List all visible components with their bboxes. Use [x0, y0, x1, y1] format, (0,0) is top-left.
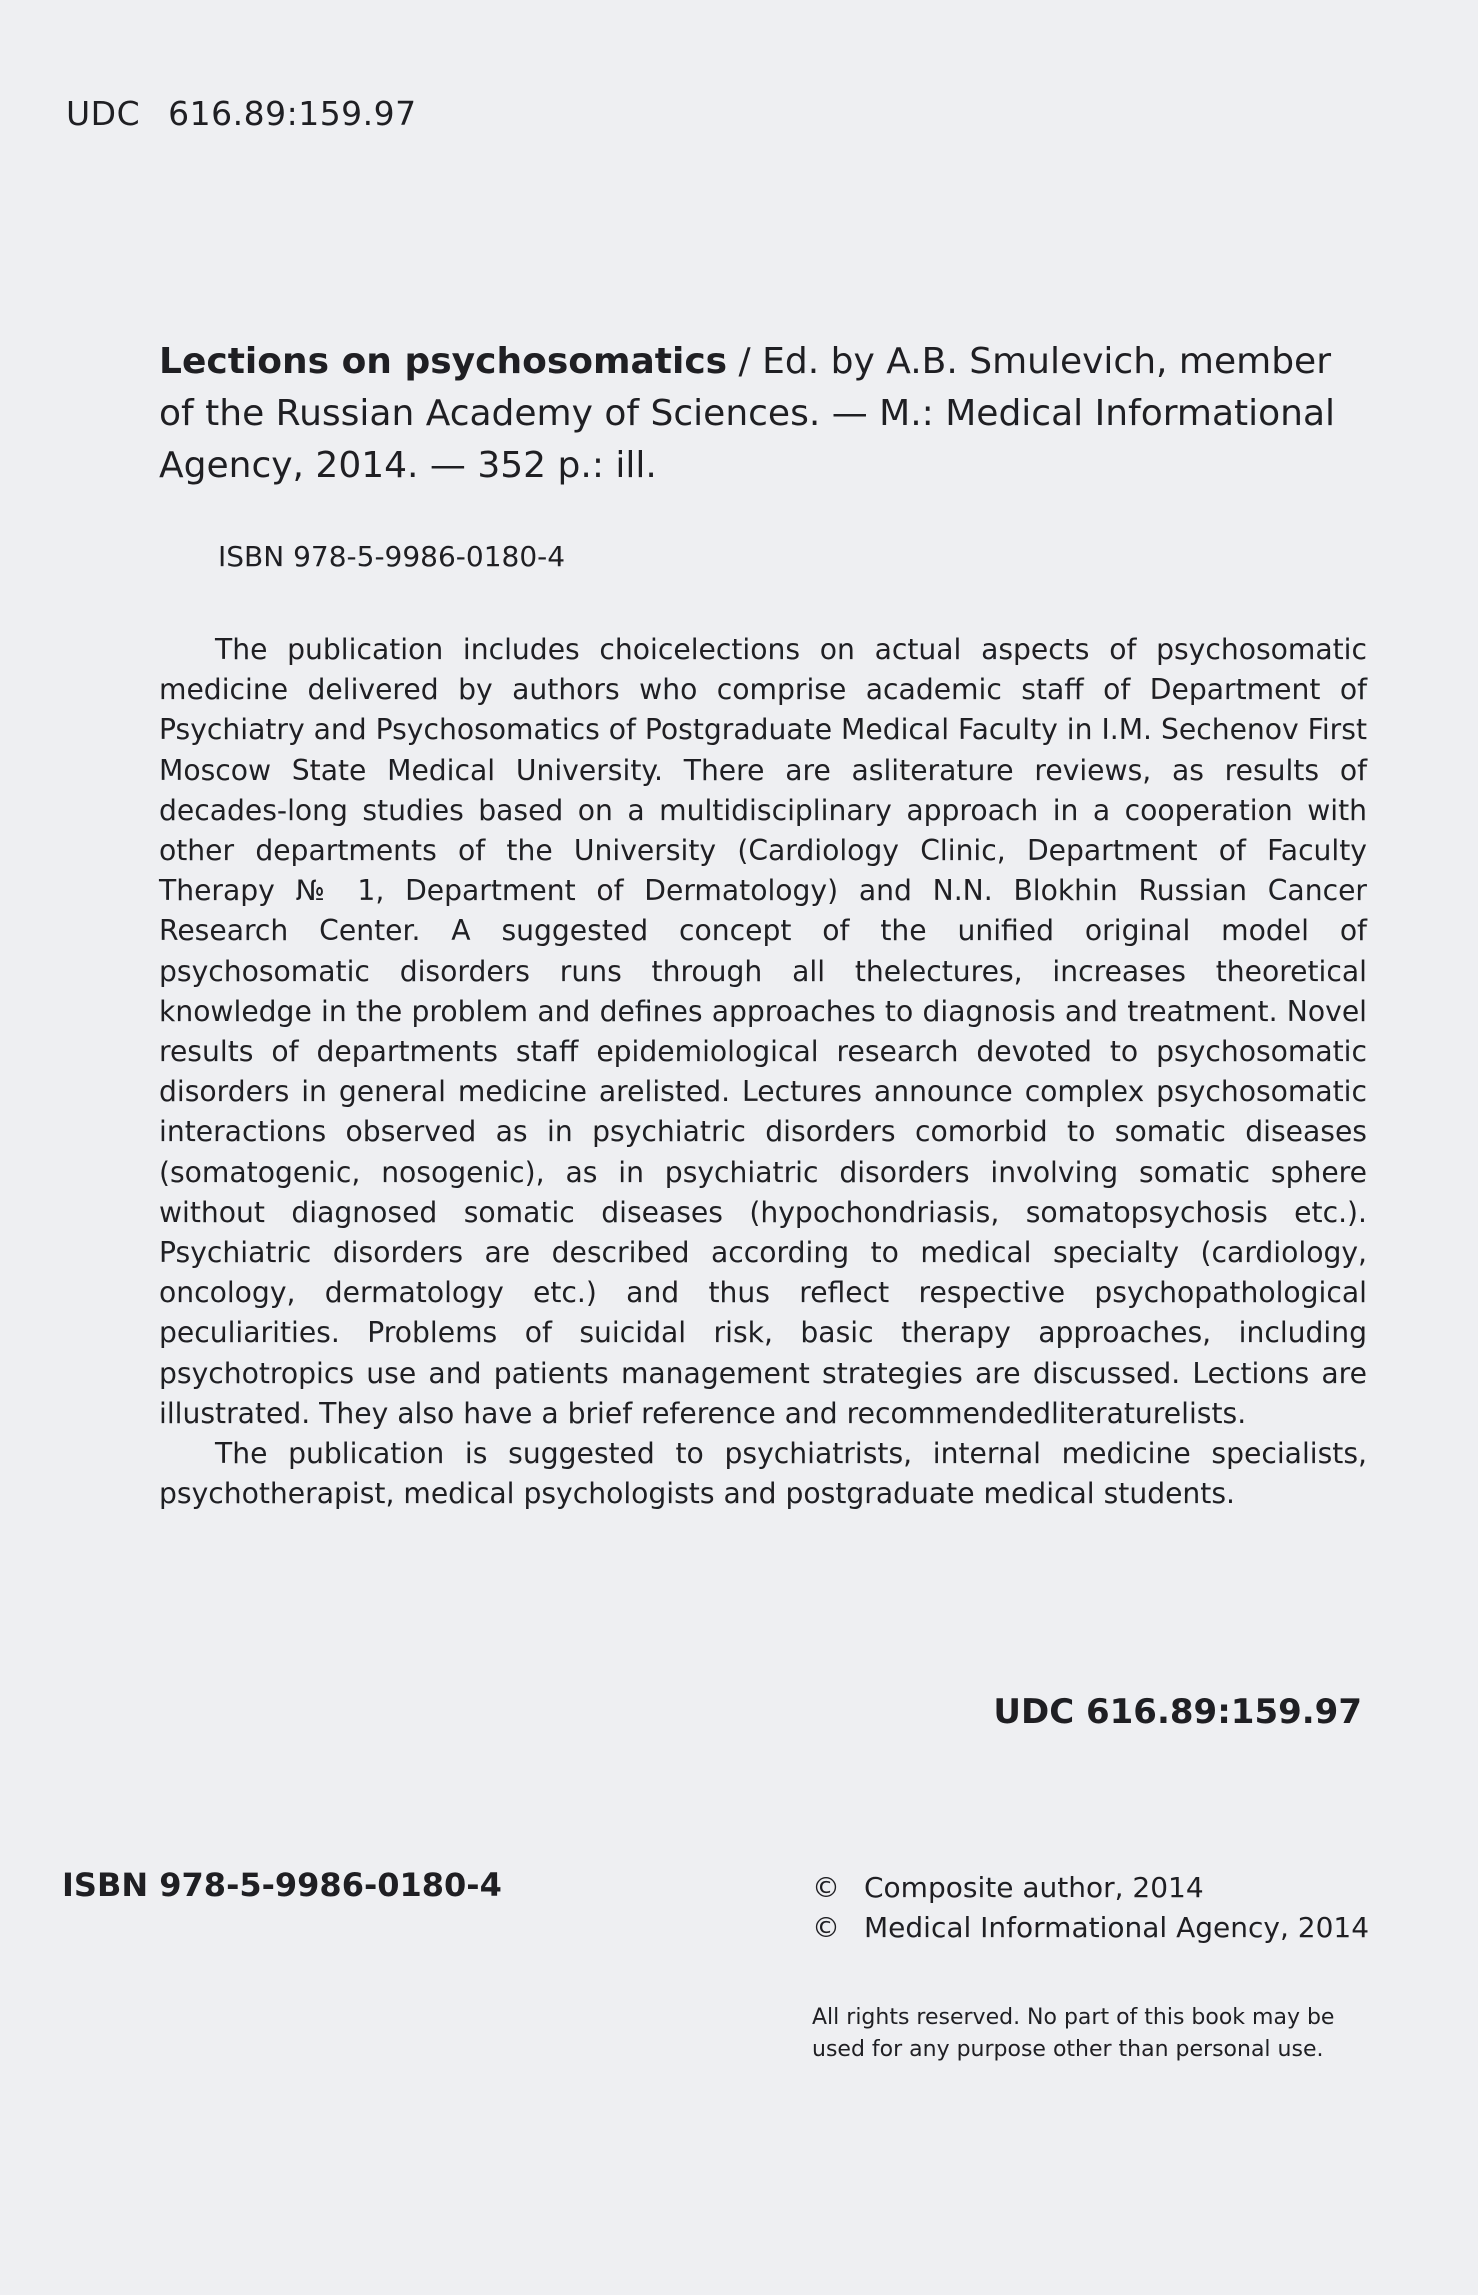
abstract-paragraph-2: The publication is suggested to psychiatrists, internal medicine specialists, psychotherapist, medical psychologists and postgraduate medical students.	[159, 1437, 1367, 1511]
isbn-line: ISBN 978-5-9986-0180-4	[218, 540, 566, 573]
copyright-symbol: ©	[812, 1911, 840, 1944]
abstract	[159, 630, 1367, 1514]
book-title: Lections on psychosomatics	[159, 341, 728, 382]
copyright-text: Composite author, 2014	[864, 1871, 1204, 1904]
udc-label: UDC	[66, 94, 141, 133]
copyright-symbol: ©	[812, 1871, 840, 1904]
copyright-line	[812, 1868, 1369, 1908]
isbn-footer: ISBN 978-5-9986-0180-4	[62, 1866, 502, 1904]
udc-code: 616.89:159.97	[168, 94, 417, 133]
citation-details: / Ed. by A.B. Smulevich, member of the Russian Academy of Sciences. — M.: Medical Informational Agency, 2014. — 352 p.: ill.	[159, 341, 1336, 486]
rights-notice: All rights reserved. No part of this book may be used for any purpose other than personal use.	[812, 2005, 1335, 2062]
bibliographic-citation	[159, 336, 1369, 492]
copyright-text: Medical Informational Agency, 2014	[864, 1911, 1370, 1944]
copyright-notices	[812, 1868, 1369, 1948]
udc-header	[66, 94, 417, 133]
abstract-paragraph-1: The publication includes choicelections on actual aspects of psychosomatic medicine delivered by authors who comprise academic staff of Department of Psychiatry and Psychosomatics of Postgraduate Medical Faculty in I.M. Sechenov First Moscow State Medical University. There are asliterature reviews, as results of decades-long studies based on a multidisciplinary approach in a cooperation with other departments of the University (Cardiology Clinic, Department of Faculty Therapy № 1, Department of Dermatology) and N.N. Blokhin Russian Cancer Research Center. A suggested concept of the unified original model of psychosomatic disorders runs through all thelectures, increases theoretical knowledge in the problem and defines approaches to diagnosis and treatment. Novel results of departments staff epidemiological research devoted to psychosomatic disorders in general medicine arelisted. Lectures announce complex psychosomatic interactions observed as in psychiatric disorders comorbid to somatic diseases (somatogenic, nosogenic), as in psychiatric disorders involving somatic sphere without diagnosed somatic diseases (hypochondriasis, somatopsychosis etc.). Psychiatric disorders are described according to medical specialty (cardiology, oncology, dermatology etc.) and thus reflect respective psychopathological peculiarities. Problems of suicidal risk, basic therapy approaches, including psychotropics use and patients management strategies are discussed. Lections are illustrated. They also have a brief reference and recommendedliteraturelists.	[159, 633, 1367, 1430]
udc-footer: UDC 616.89:159.97	[993, 1692, 1362, 1732]
copyright-line	[812, 1908, 1369, 1948]
